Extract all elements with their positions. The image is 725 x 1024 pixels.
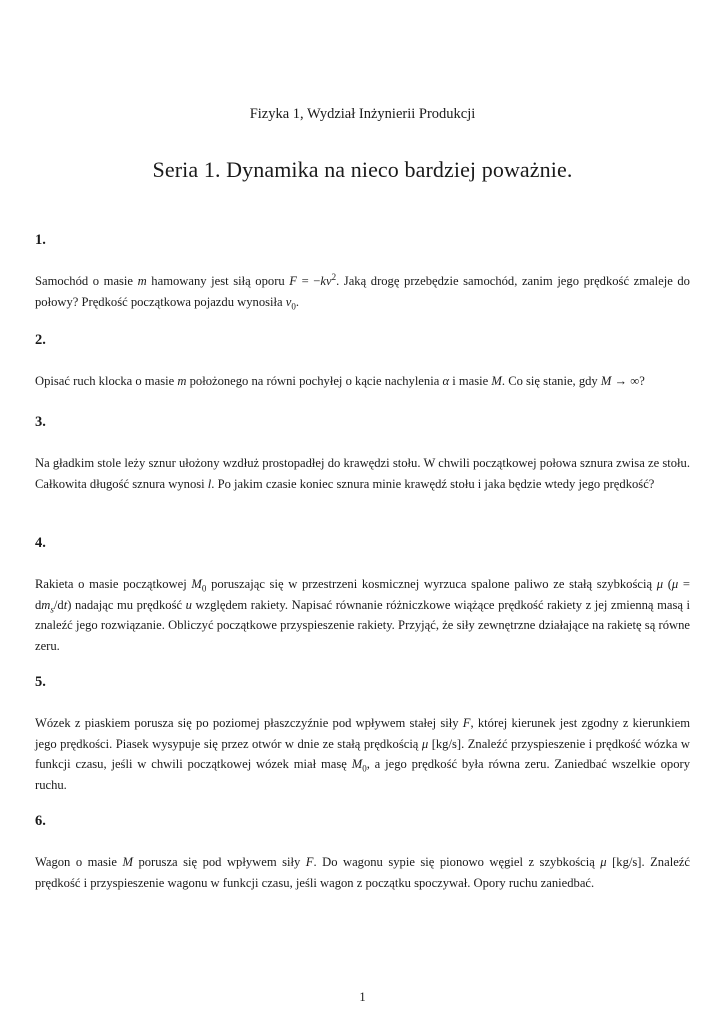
page-number: 1 <box>359 990 366 1004</box>
problem-text <box>35 691 690 795</box>
page-title: Seria 1. Dynamika na nieco bardziej poważnie. <box>152 157 573 182</box>
course-header: Fizyka 1, Wydział Inżynierii Produkcji <box>249 106 476 122</box>
text-segment: Wózek z piaskiem porusza się po poziomej płaszczyźnie pod wpływem stałej siły <box>35 716 463 730</box>
problem-text <box>35 552 690 656</box>
text-segment: Samochód o masie <box>35 274 138 288</box>
text-segment: hamowany jest siłą oporu <box>146 274 290 288</box>
problem-number: 5. <box>35 674 46 690</box>
math-symbol: m <box>137 274 147 288</box>
math-symbol: μ <box>600 855 607 869</box>
math-symbol: μ <box>421 736 429 751</box>
math-symbol: m <box>177 374 187 388</box>
math-symbol: u <box>185 597 192 612</box>
text-segment: . Jaką drogę przebędzie samochód, zanim jego prędkość zmaleje do połowy? Prędkość początkowa pojazdu wynosiła <box>35 274 690 309</box>
math-symbol: F <box>305 855 314 869</box>
text-segment: /d <box>53 597 64 612</box>
math-symbol: M <box>600 374 612 388</box>
subscript: 0 <box>201 583 207 594</box>
problem-1 <box>35 232 690 312</box>
problem-text <box>35 830 690 893</box>
text-segment: [kg/s]. Znaleźć prędkość i przyspieszenie wagonu w funkcji czasu, jeśli wagon z początku spoczywał. Opory ruchu zaniedbać. <box>35 855 690 890</box>
math-symbol: α <box>442 374 450 388</box>
text-segment: = − <box>296 274 321 288</box>
problem-text <box>35 431 690 494</box>
problem-3 <box>35 414 690 494</box>
problem-number: 6. <box>35 813 46 829</box>
problem-number: 2. <box>35 332 46 348</box>
problem-number: 4. <box>35 535 46 551</box>
math-symbol: M <box>191 577 202 591</box>
text-segment: . Do wagonu sypie się pionowo węgiel z szybkością <box>313 855 601 869</box>
problem-text <box>35 249 690 312</box>
subscript: 0 <box>291 301 296 312</box>
text-segment: . Po jakim czasie koniec sznura minie krawędź stołu i jaka będzie wtedy jego prędkość? <box>211 476 655 491</box>
text-segment: = d <box>35 577 690 612</box>
text-segment: Opisać ruch klocka o masie <box>35 374 178 388</box>
problem-number: 1. <box>35 232 46 248</box>
text-segment: , której kierunek jest zgodny z kierunkiem jego prędkości. Piasek wysypuje się przez otwór w dnie ze stałą prędkością <box>35 716 690 751</box>
problem-5 <box>35 674 690 795</box>
text-segment: porusza się pod wpływem siły <box>132 855 306 869</box>
text-segment: i masie <box>449 374 492 388</box>
math-symbol: M <box>122 855 133 869</box>
text-segment: poruszając się w przestrzeni kosmicznej wyrzuca spalone paliwo ze stałą szybkością <box>206 577 657 591</box>
text-segment: położonego na równi pochyłej o kącie nachylenia <box>186 374 443 388</box>
math-symbol: t <box>63 597 68 612</box>
text-segment: ) nadając mu prędkość <box>67 597 186 612</box>
math-symbol: m <box>41 597 51 612</box>
subscript: s <box>50 604 54 615</box>
math-symbol: μ <box>656 577 664 591</box>
text-segment: Na gładkim stole leży sznur ułożony wzdłuż prostopadłej do krawędzi stołu. W chwili początkowej połowa sznura zwisa ze stołu. Całkowita długość sznura wynosi <box>35 456 690 491</box>
text-segment: → ∞? <box>611 374 645 388</box>
text-segment: względem rakiety. Napisać równanie różniczkowe wiążące prędkość rakiety z jej zmienną masą i znaleźć jego rozwiązanie. Obliczyć początkowe przyspieszenie rakiety. Przyjąć, że siły zewnętrzne działające na rakietę są równe zeru. <box>35 597 690 653</box>
text-segment: ( <box>663 577 672 591</box>
problem-number: 3. <box>35 414 46 430</box>
problem-text <box>35 349 690 392</box>
math-symbol: M <box>351 757 363 771</box>
problem-2 <box>35 332 690 392</box>
text-segment: , a jego prędkość była równa zeru. Zaniedbać wszelkie opory ruchu. <box>35 757 690 792</box>
text-segment: Rakieta o masie początkowej <box>35 577 192 591</box>
problem-4 <box>35 535 690 656</box>
problem-6 <box>35 813 690 893</box>
text-segment: . <box>295 294 300 309</box>
math-symbol: v <box>285 294 292 309</box>
text-segment: Wagon o masie <box>35 855 123 869</box>
text-segment: . Co się stanie, gdy <box>501 374 601 388</box>
math-symbol: kv <box>320 274 332 288</box>
math-symbol: μ <box>671 577 679 591</box>
math-symbol: l <box>207 476 212 491</box>
math-symbol: F <box>462 716 471 730</box>
text-segment: [kg/s]. Znaleźć przyspieszenie i prędkość wózka w funkcji czasu, jeśli w chwili początkowej wózek miał masę <box>35 736 690 771</box>
subscript: 0 <box>362 763 367 774</box>
superscript: 2 <box>331 271 337 282</box>
math-symbol: F <box>289 274 297 288</box>
math-symbol: M <box>491 374 502 388</box>
